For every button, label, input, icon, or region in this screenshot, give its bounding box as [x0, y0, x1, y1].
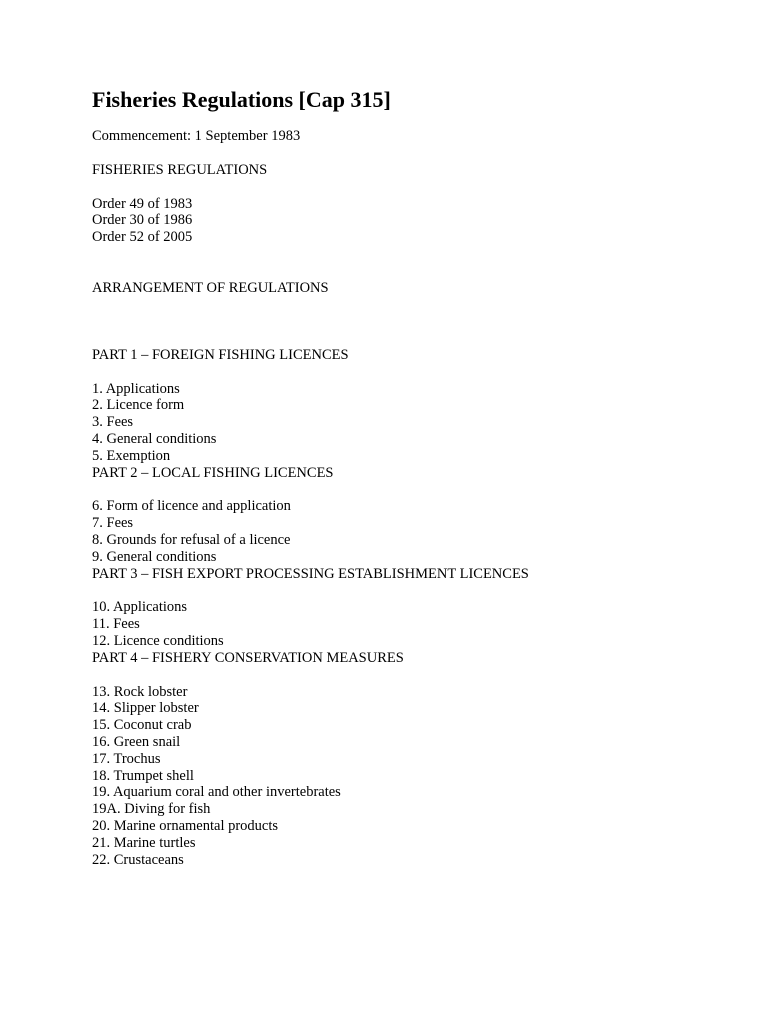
- regulation-item: 12. Licence conditions: [92, 632, 224, 649]
- document-page: [92, 86, 732, 868]
- regulation-item: 2. Licence form: [92, 397, 185, 414]
- part-items: [92, 498, 732, 565]
- regulation-item: 21. Marine turtles: [92, 834, 196, 851]
- regulations-heading: FISHERIES REGULATIONS: [92, 161, 268, 178]
- regulation-item: 15. Coconut crab: [92, 717, 192, 734]
- part-items: [92, 381, 732, 465]
- regulation-item: 4. General conditions: [92, 430, 217, 447]
- regulation-item: 10. Applications: [92, 599, 188, 616]
- part-heading: PART 1 – FOREIGN FISHING LICENCES: [92, 346, 349, 363]
- regulation-item: 11. Fees: [92, 616, 140, 633]
- part-heading: PART 2 – LOCAL FISHING LICENCES: [92, 464, 334, 481]
- regulation-item: 16. Green snail: [92, 733, 181, 750]
- orders-list: [92, 196, 732, 246]
- regulation-item: 19A. Diving for fish: [92, 801, 211, 818]
- regulation-item: 20. Marine ornamental products: [92, 817, 279, 834]
- regulation-item: 13. Rock lobster: [92, 683, 188, 700]
- regulation-item: 18. Trumpet shell: [92, 767, 194, 784]
- regulation-item: 9. General conditions: [92, 548, 217, 565]
- order-item: Order 52 of 2005: [92, 229, 193, 246]
- regulation-item: 17. Trochus: [92, 750, 161, 767]
- regulation-item: 19. Aquarium coral and other invertebrates: [92, 784, 341, 801]
- part-heading: PART 3 – FISH EXPORT PROCESSING ESTABLISHMENT LICENCES: [92, 565, 529, 582]
- regulation-item: 7. Fees: [92, 515, 134, 532]
- part-items: [92, 599, 732, 649]
- regulation-item: 3. Fees: [92, 414, 134, 431]
- part-items: [92, 684, 732, 869]
- part-heading: PART 4 – FISHERY CONSERVATION MEASURES: [92, 649, 404, 666]
- regulation-item: 22. Crustaceans: [92, 851, 184, 868]
- regulation-item: 14. Slipper lobster: [92, 700, 199, 717]
- commencement-date: Commencement: 1 September 1983: [92, 128, 301, 144]
- order-item: Order 30 of 1986: [92, 212, 193, 229]
- regulation-item: 8. Grounds for refusal of a licence: [92, 531, 291, 548]
- document-title: Fisheries Regulations [Cap 315]: [92, 87, 391, 112]
- regulation-item: 5. Exemption: [92, 447, 171, 464]
- regulation-item: 6. Form of licence and application: [92, 498, 291, 515]
- arrangement-heading: ARRANGEMENT OF REGULATIONS: [92, 279, 329, 296]
- regulation-item: 1. Applications: [92, 380, 180, 397]
- order-item: Order 49 of 1983: [92, 195, 193, 212]
